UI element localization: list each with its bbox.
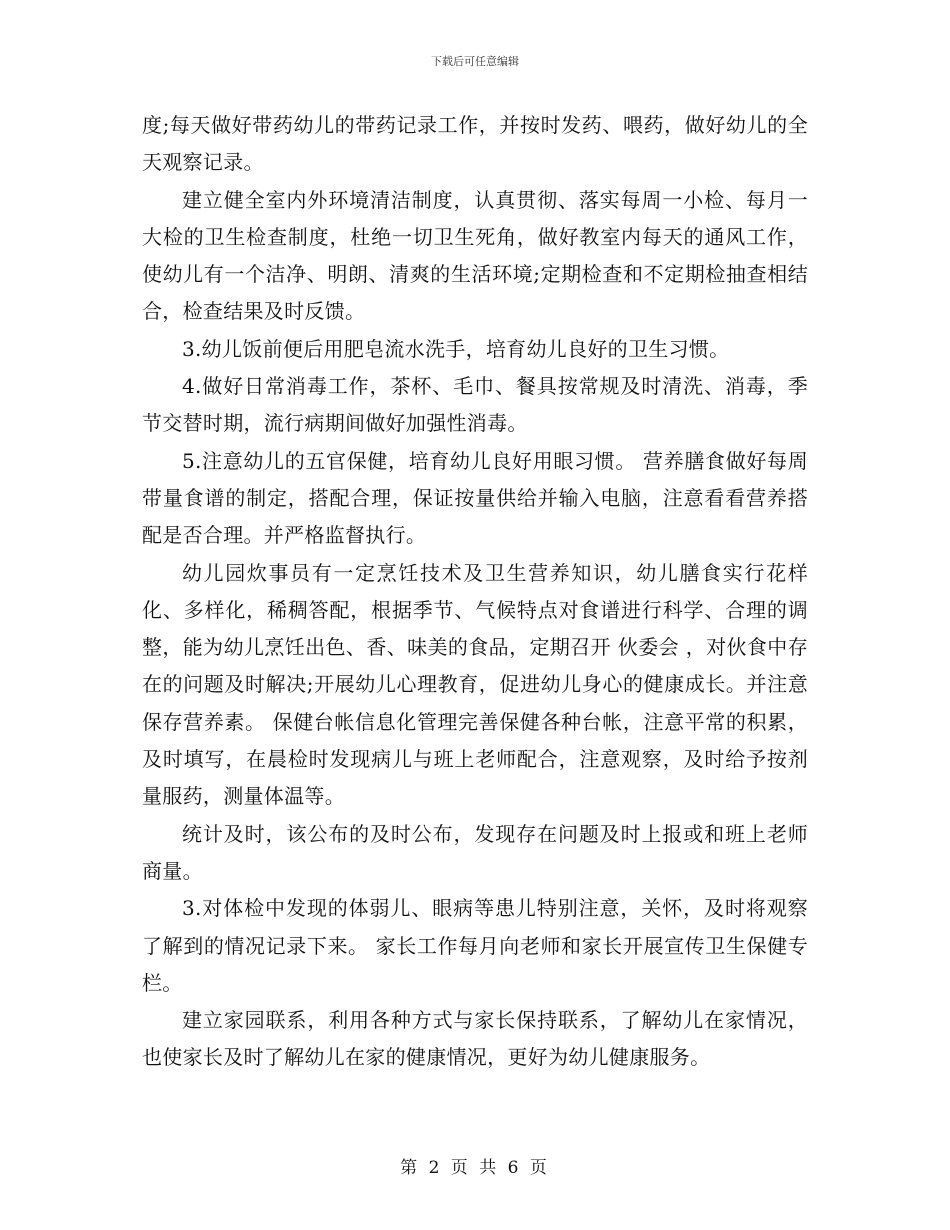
paragraph-2: 建立健全室内外环境清洁制度，认真贯彻、落实每周一小检、每月一大检的卫生检查制度，杜绝一切卫生死角，做好教室内每天的通风工作，使幼儿有一个洁净、明朗、清爽的生活环境;定期检查和不定期检抽查相结合，检查结果及时反馈。 — [142, 187, 808, 324]
page-header: 下载后可任意编辑 — [431, 55, 519, 68]
paragraph-3: 3.幼儿饭前便后用肥皂流水洗手，培育幼儿良好的卫生习惯。 — [182, 336, 730, 361]
page-number: 第 2 页 共 6 页 — [400, 1158, 550, 1178]
paragraph-4: 4.做好日常消毒工作，茶杯、毛巾、餐具按常规及时清洗、消毒，季节交替时期，流行病期间做好加强性消毒。 — [142, 374, 808, 436]
paragraph-5: 5.注意幼儿的五官保健，培育幼儿良好用眼习惯。 营养膳食做好每周带量食谱的制定，搭配合理，保证按量供给并输入电脑，注意看看营养搭配是否合理。并严格监督执行。 — [142, 448, 808, 548]
paragraph-7: 统计及时，该公布的及时公布，发现存在问题及时上报或和班上老师商量。 — [142, 821, 808, 883]
document-body — [142, 107, 808, 1077]
paragraph-8: 3.对体检中发现的体弱儿、眼病等患儿特别注意，关怀，及时将观察了解到的情况记录下来。 家长工作每月向老师和家长开展宣传卫生保健专栏。 — [142, 896, 808, 995]
paragraph-1: 度;每天做好带药幼儿的带药记录工作，并按时发药、喂药，做好幼儿的全天观察记录。 — [142, 113, 808, 175]
paragraph-6: 幼儿园炊事员有一定烹饪技术及卫生营养知识，幼儿膳食实行花样化、多样化，稀稠答配，根据季节、气候特点对食谱进行科学、合理的调整，能为幼儿烹饪出色、香、味美的食品，定期召开 伙委会 ，对伙食中存在的问题及时解决;开展幼儿心理教育，促进幼儿身心的健康成长。并注意保存营养素。 保健台帐信息化管理完善保健各种台帐，注意平常的积累，及时填写，在晨检时发现病儿与班上老师配合，注意观察，及时给予按剂量服药，测量体温等。 — [142, 560, 808, 809]
paragraph-9: 建立家园联系，利用各种方式与家长保持联系，了解幼儿在家情况，也使家长及时了解幼儿在家的健康情况，更好为幼儿健康服务。 — [142, 1008, 808, 1070]
